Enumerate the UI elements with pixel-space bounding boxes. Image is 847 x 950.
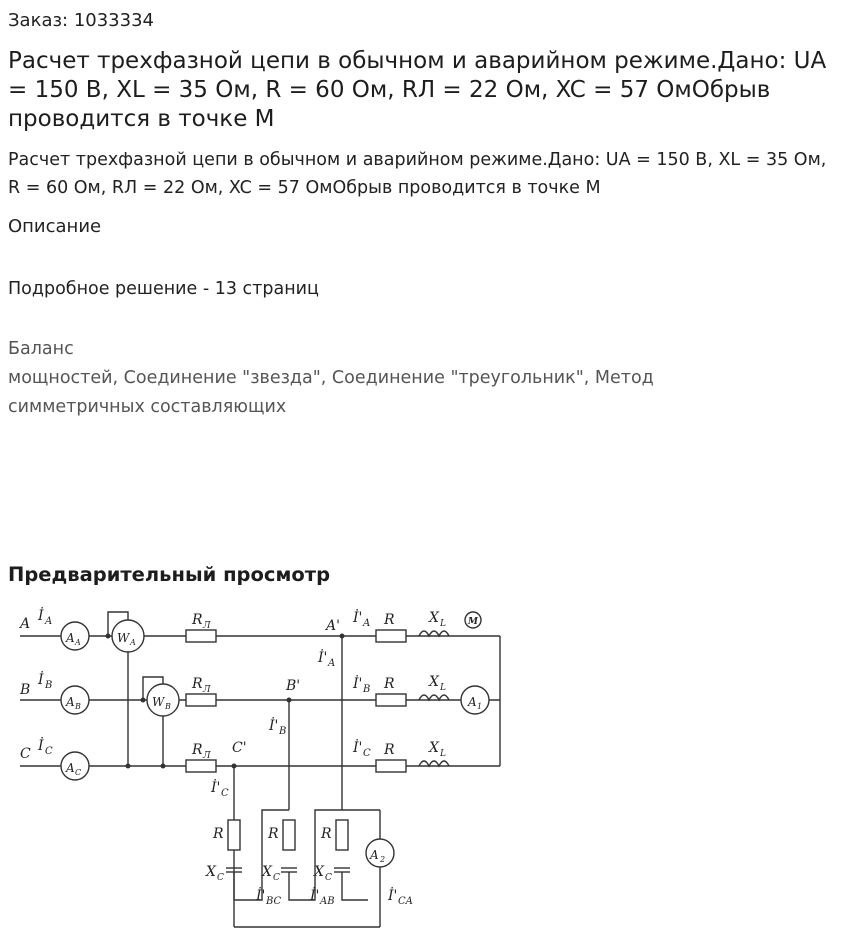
tag-list: Баланс мощностей, Соединение "звезда", Соединение "треугольник", Метод симметричных составляющих	[8, 335, 838, 422]
svg-text:B: B	[75, 702, 81, 711]
svg-text:İ: İ	[38, 672, 44, 688]
svg-text:X: X	[262, 864, 272, 880]
svg-text:C: C	[75, 768, 82, 777]
svg-text:M: M	[468, 617, 478, 627]
svg-text:A: A	[328, 658, 336, 669]
svg-text:X: X	[206, 864, 216, 880]
svg-text:A: A	[130, 638, 136, 647]
svg-text:C: C	[221, 788, 229, 799]
svg-text:L: L	[440, 683, 446, 693]
svg-text:L: L	[440, 749, 446, 759]
svg-text:C: C	[217, 873, 224, 883]
svg-text:A: A	[468, 695, 477, 709]
svg-text:A: A	[45, 616, 53, 627]
svg-text:İ': İ'	[310, 888, 320, 904]
svg-text:İ: İ	[38, 738, 44, 754]
svg-text:2: 2	[380, 855, 386, 864]
svg-text:C: C	[325, 873, 332, 883]
svg-text:İ': İ'	[318, 650, 328, 666]
svg-text:R: R	[192, 612, 203, 628]
product-short-description: Расчет трехфазной цепи в обычном и аварийном режиме.Дано: UA = 150 В, XL = 35 Ом, R = 60 Ом, RЛ = 22 Ом, XC = 57 ОмОбрыв проводится в точке М	[8, 150, 827, 198]
svg-text:W: W	[117, 631, 130, 645]
tag-item[interactable]: Соединение "звезда"	[123, 368, 321, 388]
tag-lead: Баланс	[8, 339, 74, 359]
svg-text:B: B	[45, 680, 53, 691]
svg-text:İ': İ'	[211, 780, 221, 796]
svg-text:Л: Л	[203, 621, 211, 631]
order-number: Заказ: 1033334	[8, 10, 154, 31]
svg-text:C: C	[45, 746, 53, 757]
svg-text:İ: İ	[38, 608, 44, 624]
svg-text:B: B	[165, 702, 171, 711]
svg-text:Л: Л	[203, 751, 211, 761]
circuit-preview-image	[12, 600, 512, 935]
description-heading: Описание	[8, 216, 102, 237]
svg-text:C: C	[20, 746, 31, 762]
svg-text:İ': İ'	[269, 718, 279, 734]
svg-text:C': C'	[232, 740, 247, 756]
product-title: Расчет трехфазной цепи в обычном и аварийном режиме.Дано: UA = 150 В, XL = 35 Ом, R = 60 Ом, RЛ = 22 Ом, XC = 57 ОмОбрыв проводится в точке М	[8, 48, 827, 132]
svg-text:CA: CA	[398, 896, 413, 907]
svg-text:A: A	[66, 695, 75, 709]
svg-text:W: W	[152, 695, 165, 709]
svg-text:A: A	[66, 761, 75, 775]
svg-text:A: A	[370, 848, 379, 862]
tag-item[interactable]: Метод	[594, 368, 654, 388]
tag-item[interactable]: Соединение "треугольник"	[331, 368, 584, 388]
svg-text:X: X	[314, 864, 324, 880]
svg-text:İ': İ'	[353, 610, 363, 626]
svg-text:B: B	[363, 684, 371, 695]
tag-item[interactable]: симметричных составляющих	[8, 397, 287, 417]
svg-text:AB: AB	[320, 896, 335, 907]
svg-text:C: C	[273, 873, 280, 883]
svg-text:B: B	[279, 726, 287, 737]
tag-item[interactable]: мощностей	[8, 368, 113, 388]
svg-text:C: C	[363, 748, 371, 759]
svg-text:BC: BC	[266, 896, 282, 907]
svg-text:A: A	[20, 616, 31, 632]
preview-heading: Предварительный просмотр	[8, 563, 331, 586]
svg-text:Л: Л	[203, 685, 211, 695]
svg-text:İ': İ'	[256, 888, 266, 904]
svg-text:R: R	[268, 826, 279, 842]
svg-text:A: A	[363, 618, 371, 629]
svg-text:B: B	[20, 682, 31, 698]
solution-info: Подробное решение - 13 страниц	[8, 279, 319, 299]
svg-text:İ': İ'	[353, 740, 363, 756]
svg-text:X: X	[429, 740, 439, 756]
svg-text:X: X	[429, 610, 439, 626]
svg-text:R: R	[192, 742, 203, 758]
svg-text:R: R	[384, 676, 395, 692]
svg-text:L: L	[440, 619, 446, 629]
svg-text:A: A	[75, 638, 81, 647]
svg-text:B': B'	[286, 678, 301, 694]
svg-text:R: R	[321, 826, 332, 842]
svg-text:İ': İ'	[353, 676, 363, 692]
svg-text:R: R	[384, 742, 395, 758]
svg-text:A: A	[66, 631, 75, 645]
svg-text:R: R	[213, 826, 224, 842]
svg-text:R: R	[192, 676, 203, 692]
svg-text:1: 1	[477, 702, 483, 711]
svg-text:İ': İ'	[388, 888, 398, 904]
svg-text:R: R	[384, 612, 395, 628]
svg-text:X: X	[429, 674, 439, 690]
svg-text:A': A'	[326, 618, 340, 634]
